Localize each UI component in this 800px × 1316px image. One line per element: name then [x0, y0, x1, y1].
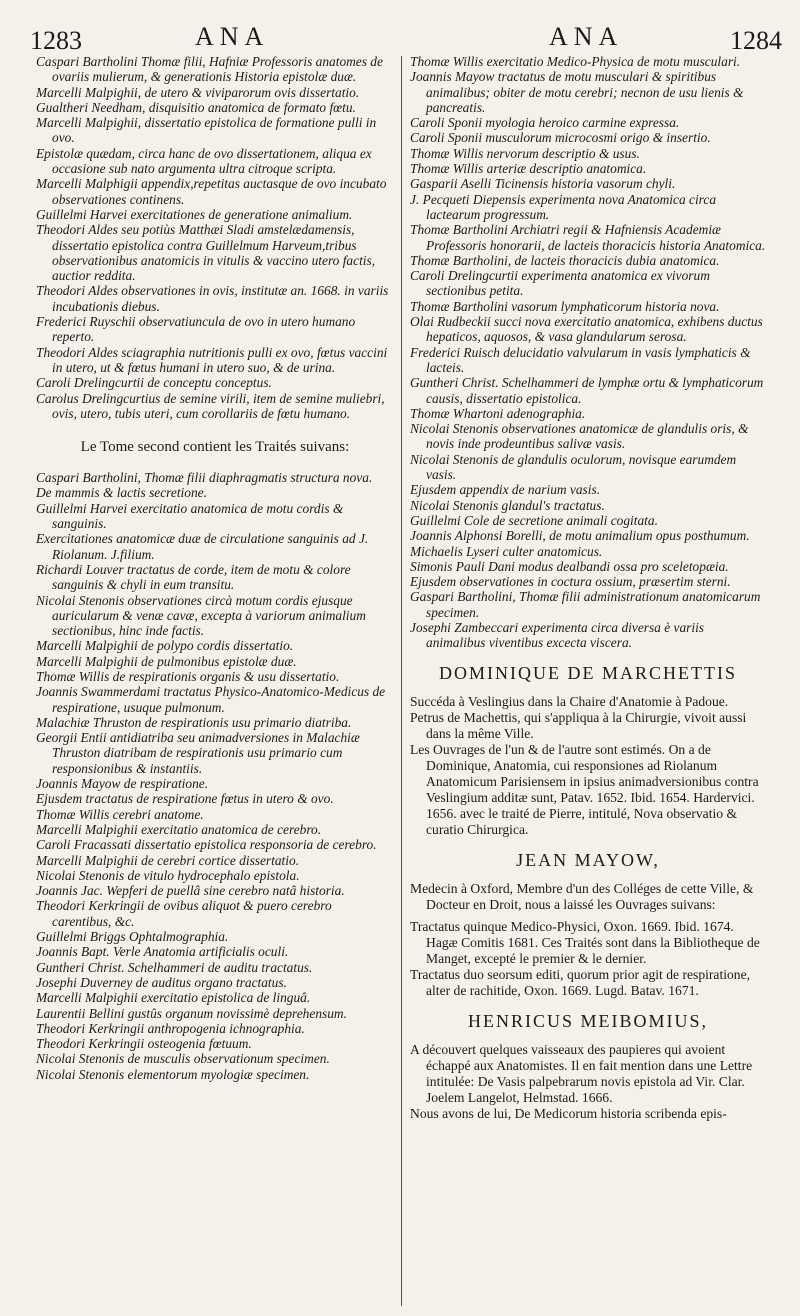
bibliography-entry: Theodori Kerkringii osteogenia fœtuum.	[36, 1036, 252, 1052]
section-paragraph: Tractatus quinque Medico-Physici, Oxon. 1669. Ibid. 1674. Hagæ Comitis 1681. Ces Traités sont dans la Bibliotheque de Manget, excepté le premier & le dernier.	[410, 918, 760, 966]
bibliography-entry: Nicolai Stenonis observationes circà motum cordis ejusque auricularum & venæ cavæ, excepta à variorum animalium sectionibus, hinc inde factis.	[36, 592, 366, 639]
bibliography-entry: Frederici Ruyschii observatiuncula de ovo in utero humano reperto.	[36, 314, 356, 345]
page-header	[0, 0, 800, 56]
left-page-number: 1283	[30, 26, 82, 55]
bibliography-entry: Frederici Ruisch delucidatio valvularum in vasis lymphaticis & lacteis.	[410, 344, 751, 375]
bibliography-entry: Caroli Drelingcurtii experimenta anatomica ex vivorum sectionibus petita.	[410, 268, 710, 299]
bibliography-entry: Epistolæ quædam, circa hanc de ovo dissertationem, aliqua ex occasione sub nato argumenta ultra citroque scripta.	[36, 145, 372, 177]
bibliography-entry: Carolus Drelingcurtius de semine virili, item de semine muliebri, ovis, utero, tubis uteri, cum corollariis de fœtu humano.	[36, 390, 385, 421]
column-divider	[401, 56, 402, 1306]
mayow-paragraphs	[410, 919, 766, 999]
bibliography-entry: Marcelli Malpighii de pulmonibus epistolæ duæ.	[36, 653, 297, 669]
bibliography-entry: Guillelmi Briggs Ophtalmographia.	[36, 929, 229, 945]
section-paragraph: Tractatus duo seorsum editi, quorum prior agit de respiratione, alter de rachitide, Oxon. 1669. Lugd. Batav. 1671.	[410, 966, 751, 998]
bibliography-entry: Georgii Entii antidiatriba seu animadversiones in Malachiæ Thruston diatribam de respirationis usu primario cum responsionibus & instantiis.	[36, 730, 360, 776]
bibliography-entry: Marcelli Malpighii exercitatio anatomica de cerebro.	[36, 821, 322, 837]
bibliography-entry: Caroli Sponii myologia heroico carmine expressa.	[410, 115, 680, 131]
bibliography-entry: Joannis Bapt. Verle Anatomia artificialis oculi.	[36, 944, 289, 960]
bibliography-entry: Caspari Bartholini Thomæ filii, Hafniæ Professoris anatomes de ovariis mulierum, & generationis Historia epistolæ duæ.	[36, 54, 383, 85]
bibliography-entry: Thomæ Willis de respirationis organis & usu dissertatio.	[36, 668, 340, 684]
bibliography-entry: Thomæ Bartholini Archiatri regii & Hafniensis Academiæ Professoris honorarii, de lacteis thoracicis historia Anatomica.	[410, 222, 766, 253]
bibliography-entry: Gualtheri Needham, disquisitio anatomica de formato fœtu.	[36, 99, 356, 115]
bibliography-entry: Marcelli Malpighii de cerebri cortice dissertatio.	[36, 852, 300, 868]
bibliography-entry: Theodori Kerkringii anthropogenia ichnographia.	[36, 1020, 305, 1036]
left-running-head: ANA	[195, 22, 270, 51]
left-column	[36, 54, 394, 1082]
bibliography-entry: Ejusdem observationes in coctura ossium, præsertim sterni.	[410, 574, 731, 590]
bibliography-entry: Guntheri Christ. Schelhammeri de auditu tractatus.	[36, 959, 313, 975]
section-heading-meibomius: HENRICUS MEIBOMIUS,	[467, 1010, 709, 1031]
bibliography-entry: Theodori Aldes observationes in ovis, institutæ an. 1668. in variis incubationis diebus.	[36, 283, 389, 314]
bibliography-entry: Marcelli Malpighii exercitatio epistolica de linguâ.	[36, 990, 311, 1006]
bibliography-entry: Nicolai Stenonis observationes anatomicæ de glandulis oris, & novis inde prodeuntibus salivæ vasis.	[410, 421, 749, 452]
bibliography-entry: Guillelmi Harvei exercitatio anatomica de motu cordis & sanguinis.	[36, 500, 344, 532]
bibliography-entry: Gasparii Aselli Ticinensis historia vasorum chyli.	[410, 176, 676, 192]
bibliography-entry: Theodori Aldes sciagraphia nutritionis pulli ex ovo, fœtus vaccini in utero, ut & fœtus humani in utero suo, & de urina.	[36, 344, 388, 375]
bibliography-entry: Joannis Alphonsi Borelli, de motu animalium opus posthumum.	[410, 528, 750, 544]
bibliography-entry: Gaspari Bartholini, Thomæ filii administrationum anatomicarum specimen.	[410, 589, 761, 620]
left-entries-top	[36, 54, 394, 421]
bibliography-entry: Joannis Mayow tractatus de motu musculari & spiritibus animalibus; obiter de motu cerebri; necnon de usu lienis & pancreatis.	[410, 69, 744, 115]
bibliography-entry: Nicolai Stenonis de musculis observationum specimen.	[36, 1051, 330, 1067]
bibliography-entry: Michaelis Lyseri culter anatomicus.	[410, 543, 603, 559]
bibliography-entry: J. Pecqueti Diepensis experimenta nova Anatomica circa lactearum progressum.	[410, 191, 717, 222]
bibliography-entry: Thomæ Willis nervorum descriptio & usus.	[410, 145, 640, 161]
bibliography-entry: Theodori Aldes seu potiùs Matthæi Sladi amstelædamensis, dissertatio epistolica contra Guillelmum Harveum,tribus observationibus anatomicis in vitulis & vaccino utero factis, auctior reddita.	[36, 222, 376, 284]
mayow-intro: Medecin à Oxford, Membre d'un des Colléges de cette Ville, & Docteur en Droit, nous a laissé les Ouvrages suivans:	[410, 880, 754, 912]
bibliography-entry: Ejusdem tractatus de respiratione fœtus in utero & ovo.	[36, 791, 334, 807]
bibliography-entry: Theodori Kerkringii de ovibus aliquot & puero cerebro carentibus, &c.	[36, 898, 332, 929]
bibliography-entry: Marcelli Malpighii, dissertatio epistolica de formatione pulli in ovo.	[36, 115, 377, 146]
bibliography-entry: Caroli Fracassati dissertatio epistolica responsoria de cerebro.	[36, 837, 377, 853]
bibliography-entry: Malachiæ Thruston de respirationis usu primario diatriba.	[36, 714, 352, 730]
section-heading-mayow: JEAN MAYOW,	[516, 849, 660, 870]
bibliography-entry: Joannis Jac. Wepferi de puellâ sine cerebro natâ historia.	[36, 883, 345, 899]
bibliography-entry: Thomæ Willis exercitatio Medico-Physica de motu musculari.	[410, 54, 741, 69]
bibliography-entry: Simonis Pauli Dani modus dealbandi ossa pro sceletopæia.	[410, 558, 729, 574]
bibliography-entry: Thomæ Bartholini, de lacteis thoracicis dubia anatomica.	[410, 252, 720, 268]
bibliography-entry: Josephi Zambeccari experimenta circa diversa è variis animalibus viventibus excecta viscera.	[410, 619, 705, 651]
bibliography-entry: Ejusdem appendix de narium vasis.	[410, 482, 601, 498]
bibliography-entry: Guillelmi Cole de secretione animali cogitata.	[410, 512, 658, 528]
right-page-number: 1284	[730, 26, 782, 55]
right-running-head: ANA	[549, 22, 624, 51]
right-entries-top	[410, 54, 766, 651]
bibliography-entry: Laurentii Bellini gustûs organum novissimè deprehensum.	[36, 1005, 347, 1021]
bibliography-entry: Thomæ Bartholini vasorum lymphaticorum historia nova.	[410, 298, 720, 314]
bibliography-entry: De mammis & lactis secretione.	[36, 485, 207, 501]
bibliography-entry: Marcelli Malphigii appendix,repetitas auctasque de ovo incubato observationes continens.	[36, 176, 387, 207]
bibliography-entry: Thomæ Whartoni adenographia.	[410, 405, 586, 421]
bibliography-entry: Josephi Duverney de auditus organo tractatus.	[36, 974, 287, 990]
bibliography-entry: Joannis Mayow de respiratione.	[36, 776, 209, 792]
section-paragraph: A découvert quelques vaisseaux des paupieres qui avoient échappé aux Anatomistes. Il en fait mention dans une Lettre intitulée: De Vasis palpebrarum novis epistola ad Vir. Clar. Joelem Langelot, Helmstad. 1666.	[410, 1041, 753, 1105]
bibliography-entry: Thomæ Willis arteriæ descriptio anatomica.	[410, 161, 647, 177]
bibliography-entry: Guntheri Christ. Schelhammeri de lymphæ ortu & lymphaticorum causis, dissertatio epistolica.	[410, 375, 764, 406]
section-paragraph: Les Ouvrages de l'un & de l'autre sont estimés. On a de Dominique, Anatomia, cui responsiones ad Riolanum Anatomicum Parisiensem in ipsius animadversionibus contra Veslingium additæ sunt, Patav. 1652. Ibid. 1654. Hardervici. 1656. avec le traité de Pierre, intitulé, Nova observatio & curatio Chirurgica.	[410, 741, 759, 837]
section-heading-marchettis: DOMINIQUE DE MARCHETTIS	[439, 662, 737, 683]
bibliography-entry: Nicolai Stenonis de glandulis oculorum, novisque earumdem vasis.	[410, 451, 737, 483]
bibliography-entry: Caroli Sponii musculorum microcosmi origo & insertio.	[410, 130, 711, 146]
bibliography-entry: Marcelli Malpighii, de utero & viviparorum ovis dissertatio.	[36, 84, 360, 100]
bibliography-entry: Nicolai Stenonis elementorum myologiæ specimen.	[36, 1066, 310, 1082]
bibliography-entry: Nicolai Stenonis glandul's tractatus.	[410, 497, 605, 513]
left-entries-bottom	[36, 470, 394, 1082]
marchettis-paragraphs	[410, 694, 766, 838]
bibliography-entry: Guillelmi Harvei exercitationes de generatione animalium.	[36, 206, 353, 222]
bibliography-entry: Caroli Drelingcurtii de conceptu conceptus.	[36, 375, 272, 391]
section-paragraph: Nous avons de lui, De Medicorum historia scribenda epis-	[410, 1105, 727, 1121]
bibliography-entry: Thomæ Willis cerebri anatome.	[36, 806, 204, 822]
bibliography-entry: Olai Rudbeckii succi nova exercitatio anatomica, exhibens ductus hepaticos, aquosos, & vasa glandularum serosa.	[410, 314, 763, 345]
bibliography-entry: Joannis Swammerdami tractatus Physico-Anatomico-Medicus de respiratione, usuque pulmonum.	[36, 684, 386, 715]
section-paragraph: Petrus de Machettis, qui s'appliqua à la Chirurgie, vivoit aussi dans la même Ville.	[410, 709, 747, 741]
bibliography-entry: Richardi Louver tractatus de corde, item de motu & colore sanguinis & chyli in eum transitu.	[36, 561, 351, 593]
bibliography-entry: Marcelli Malpighii de polypo cordis dissertatio.	[36, 638, 294, 654]
tome-second-subheading: Le Tome second contient les Traités suivans:	[80, 439, 350, 456]
bibliography-entry: Nicolai Stenonis de vitulo hydrocephalo epistola.	[36, 867, 300, 883]
right-column	[410, 54, 766, 1122]
bibliography-entry: Caspari Bartholini, Thomæ filii diaphragmatis structura nova.	[36, 470, 373, 486]
meibomius-paragraphs	[410, 1042, 766, 1122]
bibliography-entry: Exercitationes anatomicæ duæ de circulatione sanguinis ad J. Riolanum. J.filium.	[36, 531, 369, 562]
section-paragraph: Succéda à Veslingius dans la Chaire d'Anatomie à Padoue.	[410, 693, 729, 709]
